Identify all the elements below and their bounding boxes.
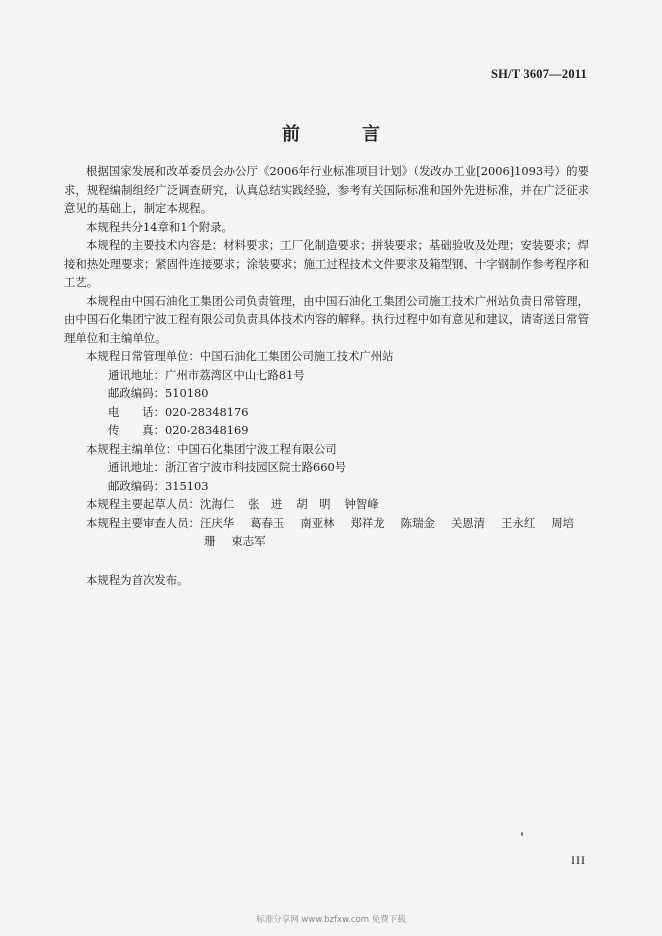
paragraph-chapters: 本规程共分14章和1个附录。 [86, 219, 234, 234]
reviewer-name: 束志军 [231, 534, 266, 548]
management-address-line [64, 366, 589, 385]
management-fax-line [64, 421, 589, 440]
management-unit-label: 本规程日常管理单位： [86, 349, 200, 363]
address-label: 通讯地址： [108, 460, 165, 474]
postcode-label: 邮政编码： [108, 386, 165, 400]
drafter-name: 钟智峰 [344, 497, 379, 511]
reviewer-name: 葛春玉 [250, 515, 285, 530]
phone-label: 电 话： [108, 404, 165, 419]
page-title: 前 言 [282, 124, 402, 145]
scan-speck [521, 832, 523, 836]
drafters-label: 本规程主要起草人员： [86, 497, 200, 511]
page-number: III [571, 853, 586, 867]
release-note: 本规程为首次发布。 [86, 572, 189, 587]
management-phone-line [64, 403, 589, 422]
drafters-line [64, 495, 589, 514]
reviewer-name: 陈瑞金 [400, 515, 435, 530]
chief-editor-postcode: 315103 [164, 478, 209, 493]
drafter-name: 沈海仁 [199, 497, 235, 511]
reviewer-name: 周培珊 [204, 515, 575, 548]
chief-editor-address: 浙江省宁波市科技园区院士路660号 [164, 460, 347, 474]
management-address: 广州市荔湾区中山七路81号 [164, 367, 305, 382]
chief-editor-unit-label: 本规程主编单位： [86, 441, 178, 456]
drafter-name: 张 进 [248, 497, 283, 511]
management-unit-line [64, 347, 589, 366]
reviewer-name: 汪庆华 [199, 515, 235, 530]
foreword-body [64, 162, 589, 589]
paragraph-main-content: 本规程的主要技术内容是：材料要求；工厂化制造要求；拼装要求；基础验收及处理；安装要求；焊接和热处理要求；紧固件连接要求；涂装要求；施工过程技术文件要求及箱型钢、十字钢制作参考程序和工艺。 [64, 238, 589, 289]
reviewer-name: 南亚林 [300, 515, 335, 530]
management-phone: 020-28348176 [164, 404, 249, 419]
management-postcode: 510180 [164, 386, 209, 400]
spacer [64, 551, 589, 571]
chief-editor-unit-name: 中国石化集团宁波工程有限公司 [177, 441, 337, 456]
reviewers-line [64, 514, 589, 551]
management-postcode-line [64, 384, 589, 403]
chief-editor-unit-line [64, 440, 589, 459]
reviewer-name: 郑祥龙 [350, 515, 385, 530]
chief-editor-postcode-line [64, 477, 589, 496]
drafter-name: 胡 明 [296, 497, 331, 511]
management-fax: 020-28348169 [164, 423, 249, 437]
fax-label: 传 真： [108, 423, 165, 437]
standard-code: SH/T 3607—2011 [491, 67, 587, 81]
address-label: 通讯地址： [108, 367, 165, 382]
reviewer-name: 王永红 [501, 515, 536, 530]
chief-editor-address-line [64, 458, 589, 477]
management-unit-name: 中国石油化工集团公司施工技术广州站 [199, 349, 394, 363]
watermark-footer: 标准分享网 www.bzfxw.com 免费下载 [256, 915, 406, 925]
reviewer-name: 关恩清 [450, 515, 486, 530]
postcode-label: 邮政编码： [108, 478, 165, 493]
paragraph-plan-basis: 根据国家发展和改革委员会办公厅《2006年行业标准项目计划》（发改办工业[2006]1093号）的要求，规程编制组经广泛调查研究，认真总结实践经验，参考有关国际标准和国外先进标准，并在广泛征求意见的基础上，制定本规程。 [64, 164, 589, 215]
reviewers-label: 本规程主要审查人员： [86, 515, 200, 530]
paragraph-management: 本规程由中国石油化工集团公司负责管理，由中国石油化工集团公司施工技术广州站负责日常管理，由中国石化集团宁波工程有限公司负责具体技术内容的解释。执行过程中如有意见和建议，请寄送日常管理单位和主编单位。 [64, 293, 589, 345]
